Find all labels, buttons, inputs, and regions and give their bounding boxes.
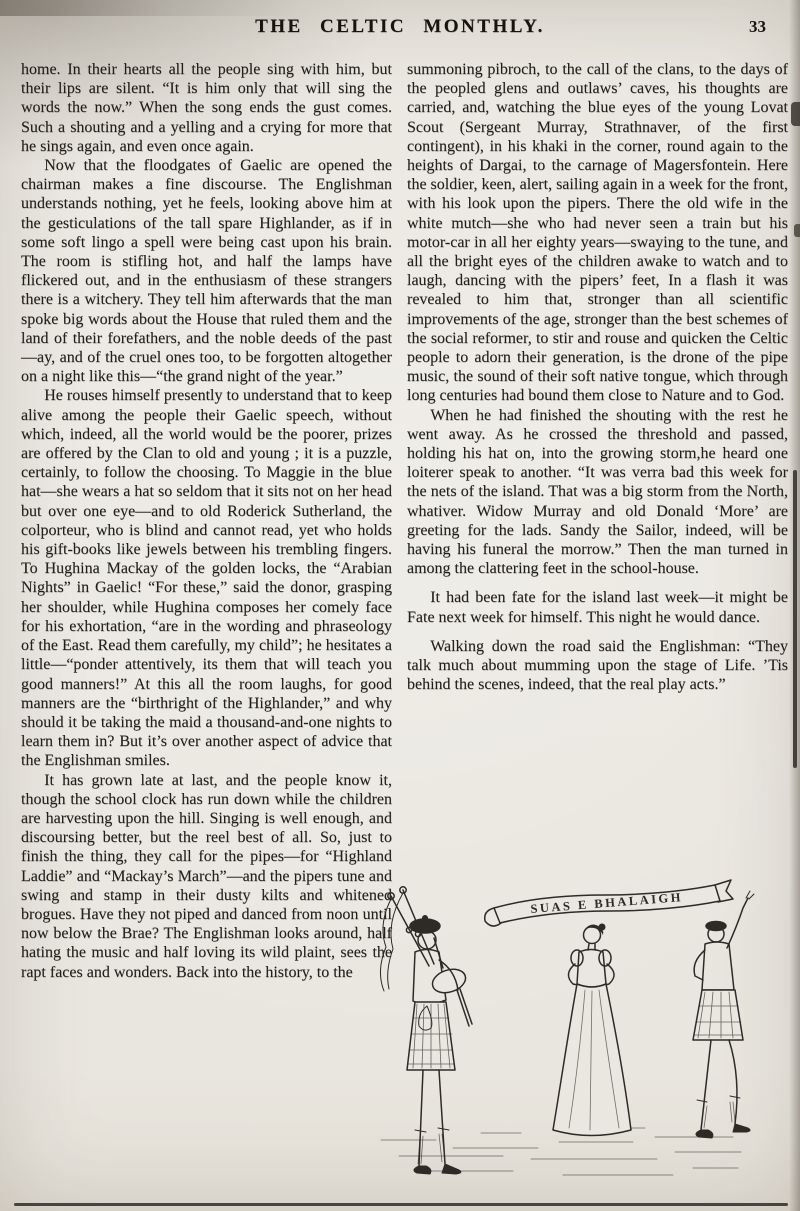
bagpiper-figure: [380, 887, 472, 1174]
banner-text: SUAS E BHALAIGH: [529, 890, 684, 916]
scan-smudge-top-left: [0, 0, 300, 16]
paragraph: Now that the floodgates of Gaelic are opened the chairman makes a fine discourse. The Englishman understands nothing, yet he feels, looking above him at the gesticulations of the tall spare Highlander, as if in some soft lingo a spell were being cast upon his brain. The room is stifling hot, and half the lamps have flickered out, and in the enthusiasm of these strangers there is a witchery. They tell him afterwards that the man spoke big words about the House that ruled them and the land of their forefathers, and the noble deeds of the past—ay, and of the cruel ones too, to be forgotten altogether on a night like this—“the grand night of the year.”: [21, 157, 392, 386]
paragraph: Walking down the road said the Englishman: “They talk much about mumming upon the stage of Life. ’Tis behind the scenes, indeed, that the real play acts.”: [407, 637, 788, 694]
paragraph: It has grown late at last, and the people know it, though the school clock has run down while the children are harvesting upon the hill. Singing is well enough, and discoursing better, but the reel best of all. So, just to finish the thing, they call for the pipes—for “Highland Laddie” and “Mackay’s March”—and the pipers tune and swing and stamp in their dusty kilts and whitened brogues. Have they not piped and danced from noon until now below the Brae? The Englishman looks around, half hating the music and half loving its wild plaint, sees the rapt faces and wonders. Back into the history, to the: [21, 771, 392, 981]
paragraph: When he had finished the shouting with the rest he went away. As he crossed the threshold and passed, holding his hat on, into the growing storm,he heard one loiterer speak to another. “It was verra bad this week for the nets of the island. That was a big storm from the North, whativer. Widow Murray and old Donald ‘More’ are greeting for the lads. Sandy the Sailor, indeed, will be having his funeral the morrow.” Then the man turned in among the clattering feet in the school-house.: [407, 406, 788, 578]
female-dancer-figure: [553, 924, 631, 1136]
scan-mark-right-2: [794, 224, 800, 237]
paragraph: It had been fate for the island last week—it might be Fate next week for himself. This night he would dance.: [407, 589, 788, 626]
paragraph: summoning pibroch, to the call of the clans, to the days of the peopled glens and outlaws’ caves, his thoughts are carried, and, watching the blue eyes of the young Lovat Scout (Sergeant Murray, Strathnaver, of the first contingent), in his khaki in the corner, round again to the heights of Dargai, to the carnage of Magersfontein. Here the soldier, keen, alert, sailing again in a week for the front, with his look upon the pipers. There the old wife in the white mutch—she who had never seen a train but his motor-car in all her eighty years—swaying to the tune, and all the bright eyes of the children awake to watch and to laugh, dancing with the pipers’ feet, In a flash it was revealed to him that, stronger than all scientific improvements of the age, stronger than the best schemes of the social reformer, to stir and rouse and quicken the Celtic people to adorn their generation, is the drone of the pipe music, the sound of their soft native tongue, which through long centuries had bound them close to Nature and to God.: [407, 61, 788, 405]
scan-mark-right-1: [791, 102, 800, 126]
male-dancer-figure: [693, 891, 754, 1138]
paragraph: He rouses himself presently to understand that to keep alive among the people their Gaelic speech, without which, indeed, all the world would be the poorer, prizes are offered by the Clan to old and young ; it is a puzzle, certainly, to follow the choosing. To Maggie in the blue hat—she wears a hat so seldom that it sits not on her head but over one eye—and to old Roderick Sutherland, the colporteur, who is blind and cannot read, yet who holds his gift-books like jewels between his trembling fingers. To Hughina Mackay of the golden locks, the “Arabian Nights” in Gaelic! “For these,” said the donor, grasping her shoulder, while Hughina composes her comely face for his exhortation, “are in the wording and phraseology of the East. Read them carefully, my child”; he hesitates a little—“ponder attentively, its them that will teach you good manners!” At this all the room laughs, for good manners are the “birthright of the Highlander,” and why should it be taking the maid a thousand-and-one nights to learn them in? But it’s over another aspect of advice that the Englishman smiles.: [21, 387, 392, 770]
illustration-piper-and-dancers: [363, 878, 788, 1208]
paragraph: home. In their hearts all the people sing with him, but their lips are silent. “It is him only that will sing the words the now.” When the song ends the gust comes. Such a shouting and a yelling and a crying for more that he sings again, and even once again.: [21, 61, 392, 155]
right-column: [407, 60, 788, 982]
page-number: 33: [749, 17, 766, 36]
text-columns: [21, 60, 788, 982]
page-title: THE CELTIC MONTHLY.: [255, 16, 545, 37]
left-column: [21, 60, 392, 982]
scan-line-right-edge: [793, 470, 797, 768]
page-header: [0, 16, 800, 50]
ground-hatching: [381, 1128, 741, 1175]
illustration-svg: [363, 878, 788, 1208]
scan-shade-right-edge: [789, 0, 800, 1211]
